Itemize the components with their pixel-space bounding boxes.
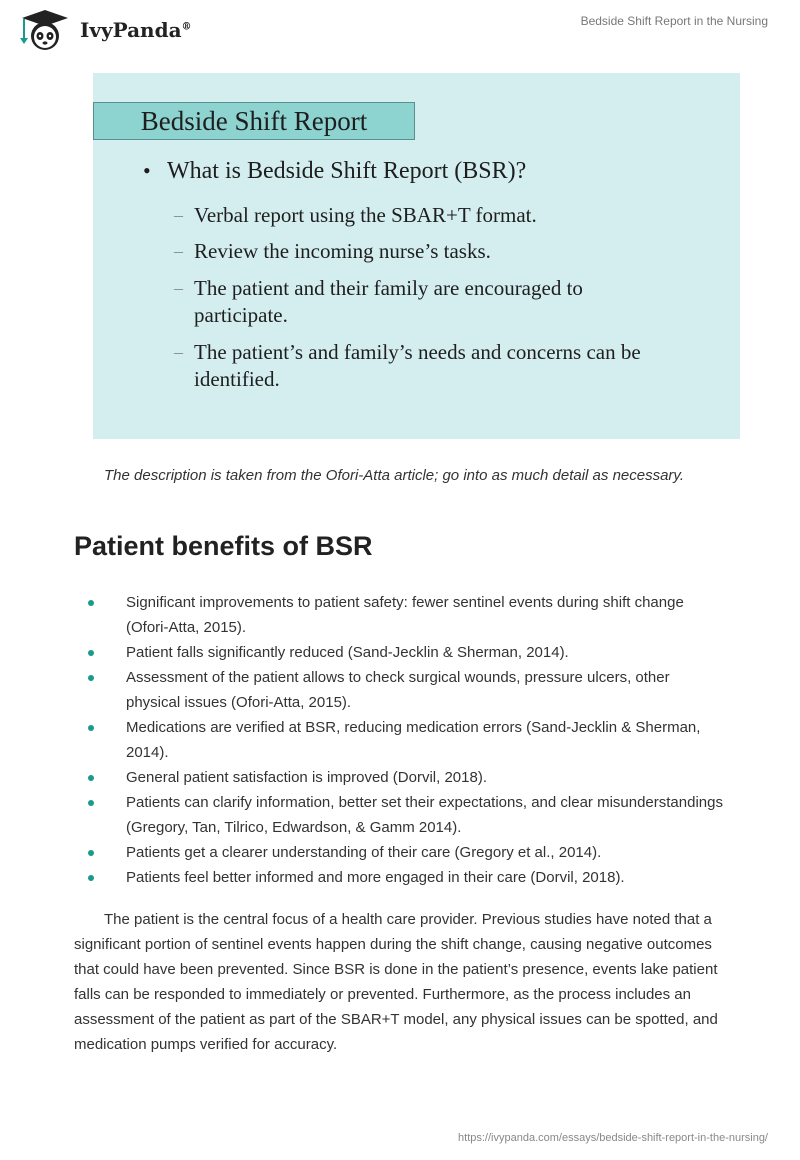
image-caption: The description is taken from the Ofori-Atta article; go into as much detail as necessary. [104,467,684,484]
benefits-list [74,590,724,890]
brand-name: IvyPanda® [80,18,192,42]
list-item: Significant improvements to patient safety: fewer sentinel events during shift change (Ofori-Atta, 2015). [74,590,724,640]
document-title: Bedside Shift Report in the Nursing [580,14,768,28]
dash-icon: – [174,342,183,362]
list-item: General patient satisfaction is improved (Dorvil, 2018). [74,765,724,790]
bullet-icon [88,650,94,656]
source-url[interactable]: https://ivypanda.com/essays/bedside-shift-report-in-the-nursing/ [458,1132,768,1144]
section-heading: Patient benefits of BSR [74,531,373,561]
list-item: Patients get a clearer understanding of their care (Gregory et al., 2014). [74,840,724,865]
slide-point: – The patient’s and family’s needs and concerns can be identified. [174,340,641,391]
bullet-icon [88,800,94,806]
panda-graduate-icon [16,8,74,52]
logo[interactable] [16,8,192,52]
list-item: Patients can clarify information, better set their expectations, and clear misunderstandings (Gregory, Tan, Tilrico, Edwardson, & Gamm 2014). [74,790,724,840]
bullet-icon [88,725,94,731]
dash-icon: – [174,278,183,298]
header [0,0,800,50]
slide-image [93,73,740,439]
slide-question: • What is Bedside Shift Report (BSR)? [143,158,527,184]
list-item: Medications are verified at BSR, reducing medication errors (Sand-Jecklin & Sherman, 2014). [74,715,724,765]
bullet-icon [88,675,94,681]
dash-icon: – [174,205,183,225]
slide-title: Bedside Shift Report [93,102,415,140]
list-item: Patients feel better informed and more engaged in their care (Dorvil, 2018). [74,865,724,890]
bullet-icon [88,775,94,781]
list-item: Patient falls significantly reduced (Sand-Jecklin & Sherman, 2014). [74,640,724,665]
bullet-icon: • [143,158,151,183]
bullet-icon [88,850,94,856]
slide-point: – Verbal report using the SBAR+T format. [174,203,537,227]
slide-point: – The patient and their family are encouraged to participate. [174,276,583,327]
dash-icon: – [174,241,183,261]
bullet-icon [88,600,94,606]
bullet-icon [88,875,94,881]
list-item: Assessment of the patient allows to check surgical wounds, pressure ulcers, other physical issues (Ofori-Atta, 2015). [74,665,724,715]
slide-point: – Review the incoming nurse’s tasks. [174,239,491,263]
body-paragraph: The patient is the central focus of a health care provider. Previous studies have noted that a significant portion of sentinel events happen during the shift change, causing negative outcomes that could have been prevented. Since BSR is done in the patient’s presence, events lake patient falls can be responded to immediately or prevented. Furthermore, as the process includes an assessment of the patient as part of the SBAR+T model, any physical issues can be spotted, and medication pumps verified for accuracy. [74,911,718,1053]
